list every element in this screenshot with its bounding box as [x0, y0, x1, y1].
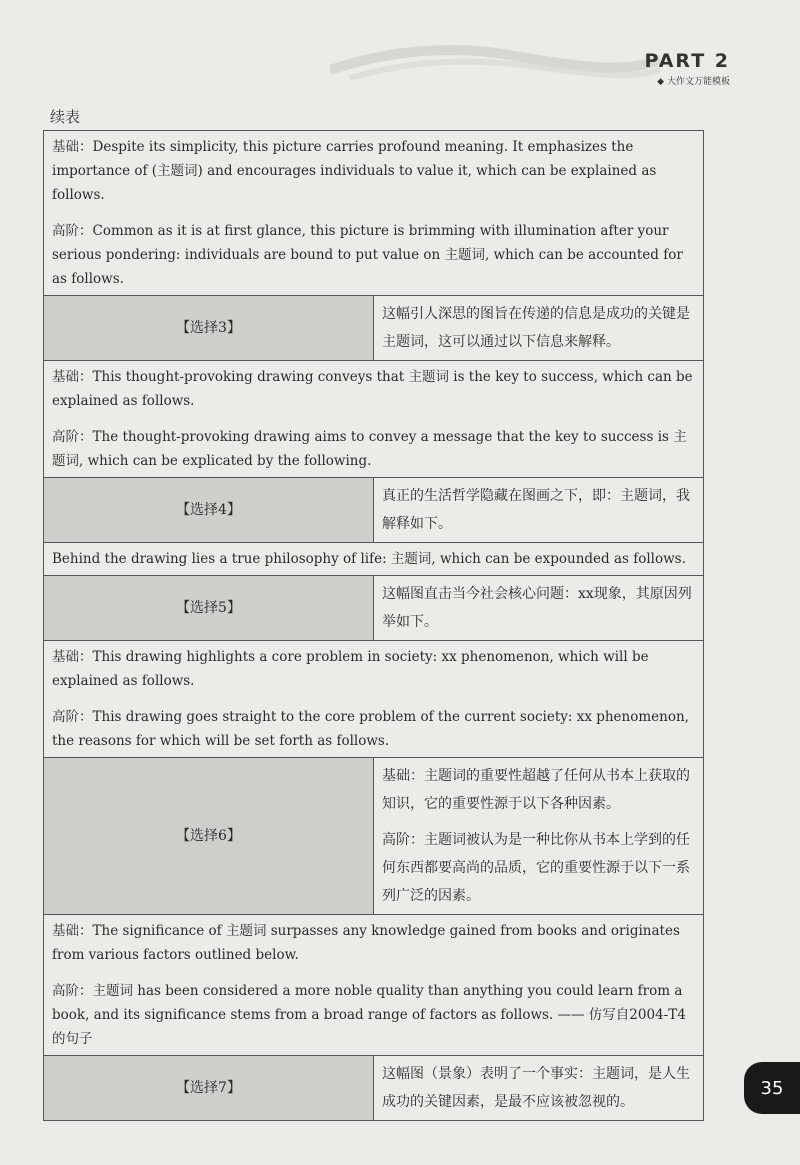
- table-cell: [44, 131, 704, 296]
- chinese-text: 这幅图直击当今社会核心问题：xx现象，其原因列举如下。: [374, 576, 704, 641]
- part-subtitle-text: 大作文万能模板: [666, 77, 730, 87]
- advanced-sentence: 高阶：The thought-provoking drawing aims to convey a message that the key to success is 主题词, which can be explicated by the following.: [52, 429, 687, 469]
- advanced-sentence: 高阶：This drawing goes straight to the core problem of the current society: xx phenomenon, the reasons for which will be set forth as follows.: [52, 709, 689, 749]
- part-header: [645, 50, 730, 87]
- table-cell: [44, 915, 704, 1056]
- table-row: [44, 361, 704, 478]
- part-subtitle: [645, 74, 730, 87]
- part-title: PART 2: [644, 50, 730, 72]
- chinese-text: 这幅引人深思的图旨在传递的信息是成功的关键是主题词，这可以通过以下信息来解释。: [374, 296, 704, 361]
- table-row: [44, 131, 704, 296]
- option-label: 【选择3】: [44, 296, 374, 361]
- template-table: [43, 130, 704, 1121]
- basic-sentence: 基础：This thought-provoking drawing conveys that 主题词 is the key to success, which can be explained as follows.: [52, 369, 693, 409]
- basic-sentence: 基础：This drawing highlights a core problem in society: xx phenomenon, which will be explained as follows.: [52, 649, 649, 689]
- advanced-chinese: 高阶：主题词被认为是一种比你从书本上学到的任何东西都要高尚的品质，它的重要性源于以下一系列广泛的因素。: [382, 832, 690, 904]
- english-sentence: Behind the drawing lies a true philosophy of life: 主题词, which can be expounded as follows.: [52, 551, 686, 567]
- option-label: 【选择4】: [44, 478, 374, 543]
- table-row: [44, 478, 704, 543]
- option-label: 【选择5】: [44, 576, 374, 641]
- advanced-sentence: 高阶：主题词 has been considered a more noble quality than anything you could learn from a book, and its significance stems from a broad range of factors as follows. —— 仿写自2004-T4的句子: [52, 983, 686, 1047]
- basic-sentence: 基础：Despite its simplicity, this picture carries profound meaning. It emphasizes the importance of (主题词) and encourages individuals to value it, which can be explained as follows.: [52, 139, 657, 203]
- table-cell: [44, 543, 704, 576]
- option-label: 【选择7】: [44, 1056, 374, 1121]
- advanced-sentence: 高阶：Common as it is at first glance, this picture is brimming with illumination after your serious pondering: individuals are bound to put value on 主题词, which can be accounted for as follows.: [52, 223, 683, 287]
- table-row: [44, 758, 704, 915]
- table-row: [44, 543, 704, 576]
- continued-label: 续表: [50, 108, 81, 126]
- table-row: [44, 915, 704, 1056]
- table-row: [44, 1056, 704, 1121]
- page-number: 35: [744, 1062, 800, 1114]
- table-row: [44, 641, 704, 758]
- chinese-text: 这幅图（景象）表明了一个事实：主题词，是人生成功的关键因素，是最不应该被忽视的。: [374, 1056, 704, 1121]
- table-cell: [44, 361, 704, 478]
- table-row: [44, 576, 704, 641]
- option-label: 【选择6】: [44, 758, 374, 915]
- chinese-text: [374, 758, 704, 915]
- chinese-text: 真正的生活哲学隐藏在图画之下，即：主题词，我解释如下。: [374, 478, 704, 543]
- table-row: [44, 296, 704, 361]
- basic-sentence: 基础：The significance of 主题词 surpasses any knowledge gained from books and originates from various factors outlined below.: [52, 923, 680, 963]
- basic-chinese: 基础：主题词的重要性超越了任何从书本上获取的知识，它的重要性源于以下各种因素。: [382, 768, 690, 812]
- table-cell: [44, 641, 704, 758]
- decorative-wave: [330, 40, 660, 90]
- diamond-icon: ◆: [657, 77, 664, 87]
